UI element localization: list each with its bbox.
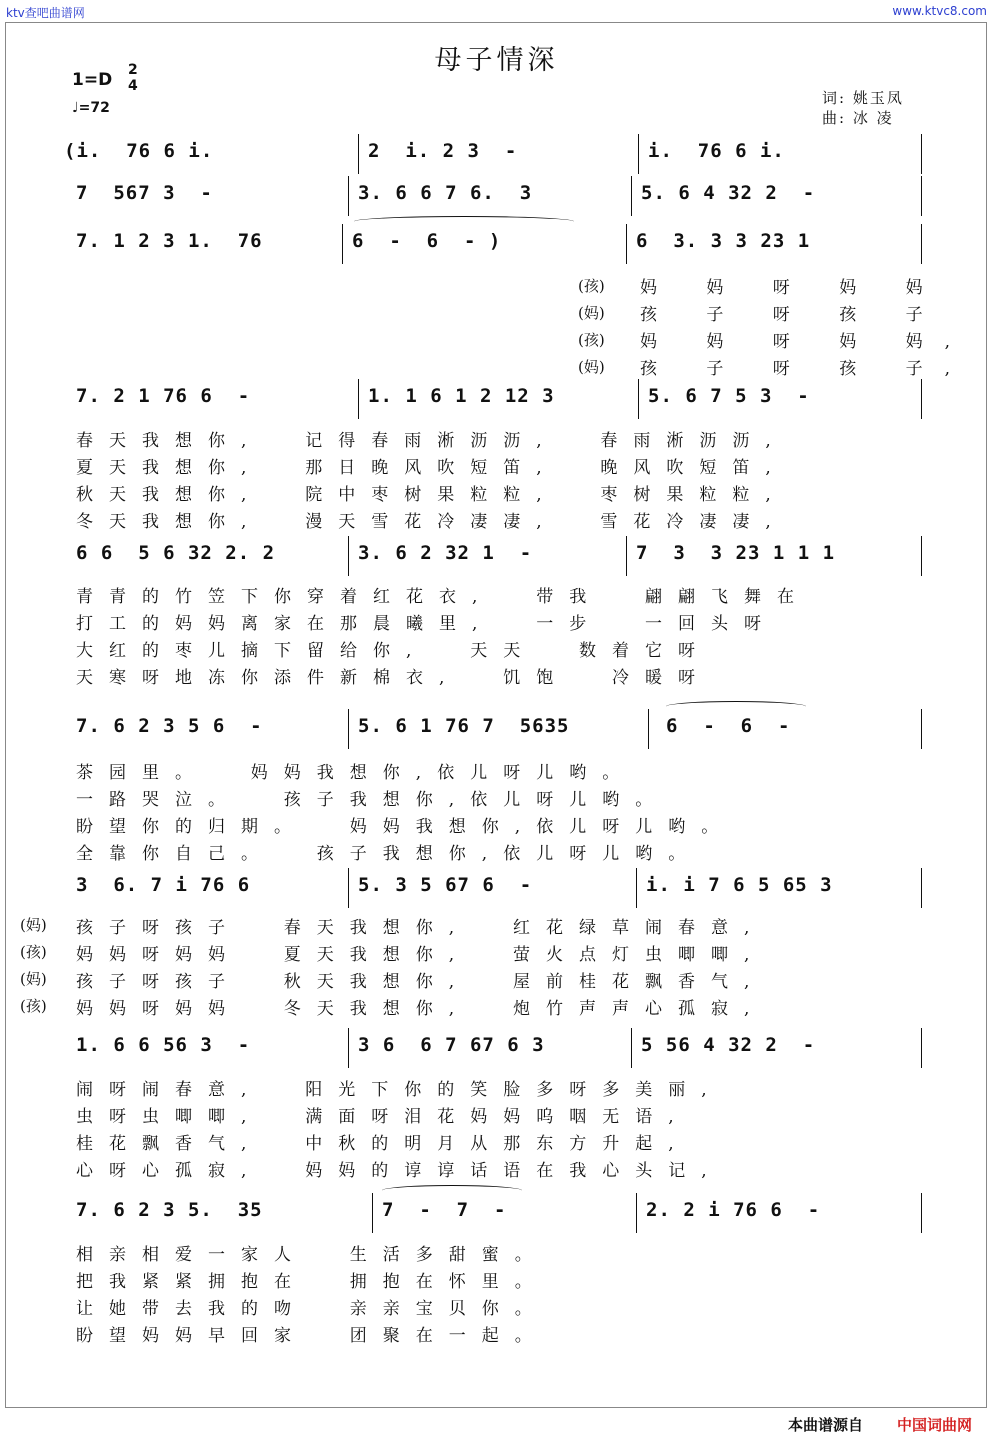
tie-arc (354, 216, 574, 227)
lyric-line: 心呀心孤寂, 妈妈的谆谆话语在我心头记, (76, 1161, 723, 1181)
measure: 6 - 6 - (666, 715, 791, 737)
lyric-line: 全靠你自己。 孩子我想你,依儿呀儿哟。 (76, 844, 702, 864)
time-top: 2 (128, 62, 138, 78)
notation-row-1 (64, 140, 926, 172)
lyric-line: 冬天我想你, 漫天雪花冷凄凄, 雪花冷凄凄, (76, 512, 787, 532)
measure: i. 76 6 i. (648, 140, 785, 162)
notation-row-3 (76, 230, 926, 262)
lyric-line: 大红的枣儿摘下留给你, 天天 数着它呀 (76, 641, 712, 661)
notation-row-7 (76, 874, 926, 906)
role-label: (妈) (20, 970, 47, 988)
lyric-line: 相亲相爱一家人 生活多甜蜜。 (76, 1245, 548, 1265)
lyric-line: 妈妈呀妈妈 冬天我想你, 炮竹声声心孤寂, (76, 999, 766, 1019)
lyric-line: 青青的竹笠下你穿着红花衣, 带我 翩翩飞舞在 (76, 587, 811, 607)
measure: 7. 6 2 3 5. 35 (76, 1199, 263, 1221)
measure: 2 i. 2 3 - (368, 140, 518, 162)
measure: 2. 2 i 76 6 - (646, 1199, 821, 1221)
barline (358, 379, 359, 419)
measure: 5. 6 1 76 7 5635 (358, 715, 570, 737)
notation-row-4 (76, 385, 926, 417)
lyric-line: 桂花飘香气, 中秋的明月从那东方升起, (76, 1134, 690, 1154)
notation-row-2 (76, 182, 926, 214)
key-signature: 1=D (72, 70, 113, 90)
barline (921, 176, 922, 216)
barline (921, 1193, 922, 1233)
lyric-line: 春天我想你, 记得春雨淅沥沥, 春雨淅沥沥, (76, 431, 787, 451)
lyric-line: 妈 妈 呀 妈 妈, (640, 332, 973, 352)
composer: 曲: 冰 凌 (822, 109, 894, 127)
barline (626, 536, 627, 576)
role-label: (孩) (578, 277, 605, 295)
role-label: (妈) (578, 304, 605, 322)
barline (921, 1028, 922, 1068)
barline (638, 379, 639, 419)
time-bottom: 4 (128, 78, 138, 94)
barline (921, 224, 922, 264)
lyric-line: 秋天我想你, 院中枣树果粒粒, 枣树果粒粒, (76, 485, 787, 505)
barline (348, 1028, 349, 1068)
notation-row-6 (76, 715, 926, 747)
measure: 3 6. 7 i 76 6 (76, 874, 251, 896)
tempo-mark: ♩=72 (72, 100, 110, 116)
measure: 7. 6 2 3 5 6 - (76, 715, 263, 737)
measure: 5. 6 7 5 3 - (648, 385, 810, 407)
time-signature (128, 62, 138, 94)
measure: 5. 3 5 67 6 - (358, 874, 533, 896)
barline (631, 1028, 632, 1068)
barline (342, 224, 343, 264)
lyric-line: 盼望你的归期。 妈妈我想你,依儿呀儿哟。 (76, 817, 735, 837)
measure: 5 56 4 32 2 - (641, 1034, 816, 1056)
source-label: 本曲谱源自 (788, 1416, 864, 1434)
role-label: (孩) (578, 331, 605, 349)
barline (921, 134, 922, 174)
notation-row-5 (76, 542, 926, 574)
barline (921, 709, 922, 749)
barline (626, 224, 627, 264)
lyric-line: 孩 子 呀 孩 子, (640, 359, 973, 379)
tie-arc (666, 701, 806, 712)
notation-row-9 (76, 1199, 926, 1231)
lyric-line: 虫呀虫唧唧, 满面呀泪花妈妈呜咽无语, (76, 1107, 690, 1127)
lyric-line: 让她带去我的吻 亲亲宝贝你。 (76, 1299, 548, 1319)
barline (638, 134, 639, 174)
measure: 6 - 6 - ) (352, 230, 502, 252)
watermark-left: ktv查吧曲谱网 (6, 6, 85, 20)
lyric-line: 打工的妈妈离家在那晨曦里, 一步 一回头呀 (76, 614, 778, 634)
measure: 7 - 7 - (382, 1199, 507, 1221)
measure: 3. 6 6 7 6. 3 (358, 182, 533, 204)
measure: 5. 6 4 32 2 - (641, 182, 816, 204)
lyric-line: 闹呀闹春意, 阳光下你的笑脸多呀多美丽, (76, 1080, 723, 1100)
measure: 1. 1 6 1 2 12 3 (368, 385, 555, 407)
barline (648, 709, 649, 749)
barline (372, 1193, 373, 1233)
barline (348, 709, 349, 749)
role-label: (孩) (20, 943, 47, 961)
source-site-link[interactable]: 中国词曲网 (897, 1416, 973, 1434)
barline (358, 134, 359, 174)
lyric-line: 妈 妈 呀 妈 妈 (640, 278, 945, 298)
barline (348, 868, 349, 908)
barline (631, 176, 632, 216)
lyric-line: 夏天我想你, 那日晚风吹短笛, 晚风吹短笛, (76, 458, 787, 478)
barline (636, 1193, 637, 1233)
lyricist: 词: 姚玉凤 (822, 89, 904, 107)
measure: 6 3. 3 3 23 1 (636, 230, 811, 252)
measure: 3 6 6 7 67 6 3 (358, 1034, 545, 1056)
lyric-line: 孩 子 呀 孩 子 (640, 305, 945, 325)
measure: (i. 76 6 i. (64, 140, 214, 162)
measure: 3. 6 2 32 1 - (358, 542, 533, 564)
measure: 7 567 3 - (76, 182, 213, 204)
barline (348, 536, 349, 576)
barline (921, 536, 922, 576)
role-label: (妈) (20, 916, 47, 934)
barline (921, 868, 922, 908)
lyric-line: 孩子呀孩子 春天我想你, 红花绿草闹春意, (76, 918, 766, 938)
tie-arc (382, 1185, 522, 1196)
role-label: (孩) (20, 997, 47, 1015)
measure: 7 3 3 23 1 1 1 (636, 542, 836, 564)
barline (636, 868, 637, 908)
lyric-line: 把我紧紧拥抱在 拥抱在怀里。 (76, 1272, 548, 1292)
measure: i. i 7 6 5 65 3 (646, 874, 833, 896)
measure: 6 6 5 6 32 2. 2 (76, 542, 276, 564)
measure: 1. 6 6 56 3 - (76, 1034, 251, 1056)
barline (921, 379, 922, 419)
lyric-line: 盼望妈妈早回家 团聚在一起。 (76, 1326, 548, 1346)
watermark-right: www.ktvc8.com (892, 4, 987, 18)
measure: 7. 1 2 3 1. 76 (76, 230, 263, 252)
lyric-line: 一路哭泣。 孩子我想你,依儿呀儿哟。 (76, 790, 669, 810)
notation-row-8 (76, 1034, 926, 1066)
lyric-line: 孩子呀孩子 秋天我想你, 屋前桂花飘香气, (76, 972, 766, 992)
barline (348, 176, 349, 216)
lyric-line: 茶园里。 妈妈我想你,依儿呀儿哟。 (76, 763, 636, 783)
lyric-line: 妈妈呀妈妈 夏天我想你, 萤火点灯虫唧唧, (76, 945, 766, 965)
role-label: (妈) (578, 358, 605, 376)
song-title: 母子情深 (434, 45, 559, 76)
measure: 7. 2 1 76 6 - (76, 385, 251, 407)
credits (822, 88, 904, 128)
lyric-line: 天寒呀地冻你添件新棉衣, 饥饱 冷暖呀 (76, 668, 712, 688)
